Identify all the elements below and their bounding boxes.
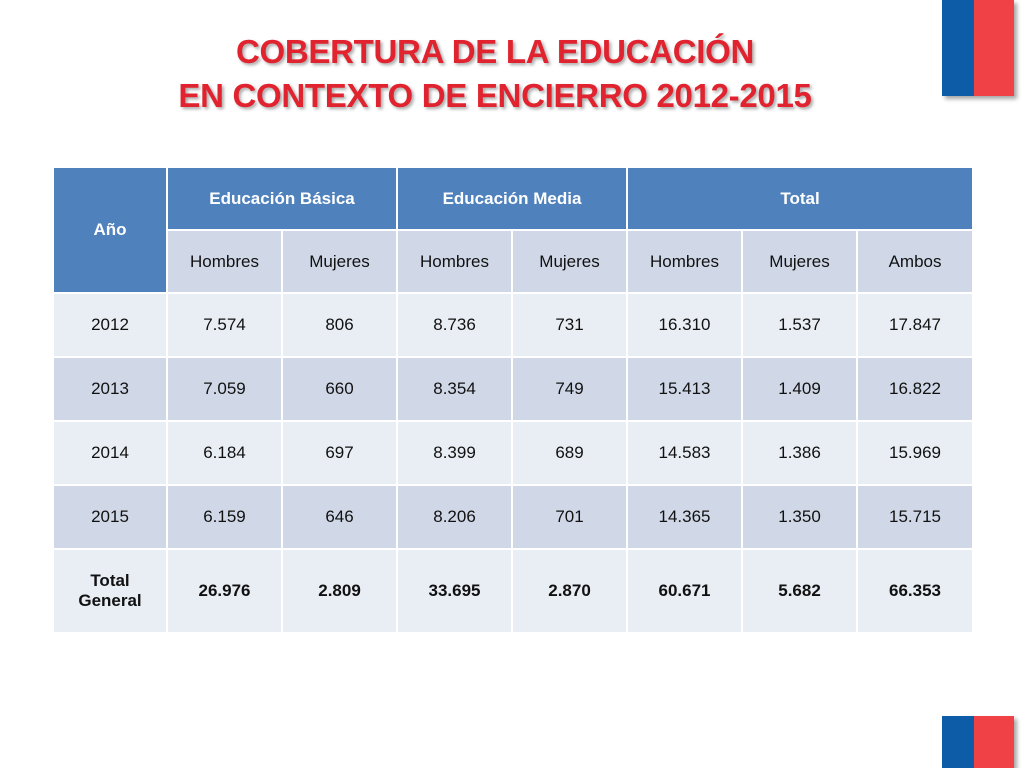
table-cell: 1.537	[742, 293, 857, 357]
table-cell: 749	[512, 357, 627, 421]
table-cell: 646	[282, 485, 397, 549]
total-label	[53, 549, 167, 633]
table-cell: 14.583	[627, 421, 742, 485]
total-cell: 60.671	[627, 549, 742, 633]
total-cell: 33.695	[397, 549, 512, 633]
table-cell: 689	[512, 421, 627, 485]
flag-red-band	[974, 716, 1014, 768]
table-cell: 8.736	[397, 293, 512, 357]
table-cell: 8.354	[397, 357, 512, 421]
table-cell: 15.715	[857, 485, 973, 549]
subheader-media-hombres: Hombres	[397, 230, 512, 293]
total-cell: 66.353	[857, 549, 973, 633]
table-cell: 697	[282, 421, 397, 485]
table-cell: 17.847	[857, 293, 973, 357]
flag-blue-band	[942, 0, 974, 96]
total-cell: 2.809	[282, 549, 397, 633]
table-cell: 16.822	[857, 357, 973, 421]
subheader-total-mujeres: Mujeres	[742, 230, 857, 293]
total-label-line-2: General	[78, 591, 142, 610]
row-year: 2012	[53, 293, 167, 357]
table-cell: 8.399	[397, 421, 512, 485]
table-row	[53, 293, 973, 357]
table-cell: 16.310	[627, 293, 742, 357]
subheader-basica-hombres: Hombres	[167, 230, 282, 293]
table-cell: 1.386	[742, 421, 857, 485]
table-cell: 7.059	[167, 357, 282, 421]
table-cell: 701	[512, 485, 627, 549]
row-year: 2014	[53, 421, 167, 485]
row-year: 2015	[53, 485, 167, 549]
table-cell: 1.350	[742, 485, 857, 549]
total-cell: 5.682	[742, 549, 857, 633]
coverage-table	[52, 166, 974, 634]
chile-flag-stripe-bottom	[942, 716, 1014, 768]
total-cell: 26.976	[167, 549, 282, 633]
table-cell: 6.159	[167, 485, 282, 549]
table-row	[53, 421, 973, 485]
group-header-media: Educación Media	[397, 167, 627, 230]
table-cell: 6.184	[167, 421, 282, 485]
title-line-1: COBERTURA DE LA EDUCACIÓN	[235, 33, 755, 70]
total-cell: 2.870	[512, 549, 627, 633]
table-cell: 806	[282, 293, 397, 357]
table-cell: 731	[512, 293, 627, 357]
table-row	[53, 357, 973, 421]
table-cell: 660	[282, 357, 397, 421]
row-year: 2013	[53, 357, 167, 421]
subheader-total-hombres: Hombres	[627, 230, 742, 293]
year-header: Año	[53, 167, 167, 293]
chile-flag-stripe-top	[942, 0, 1014, 96]
total-row	[53, 549, 973, 633]
table-cell: 1.409	[742, 357, 857, 421]
flag-red-band	[974, 0, 1014, 96]
table-cell: 14.365	[627, 485, 742, 549]
group-header-total: Total	[627, 167, 973, 230]
table-cell: 15.969	[857, 421, 973, 485]
table-row	[53, 485, 973, 549]
flag-blue-band	[942, 716, 974, 768]
subheader-basica-mujeres: Mujeres	[282, 230, 397, 293]
table-cell: 7.574	[167, 293, 282, 357]
subheader-media-mujeres: Mujeres	[512, 230, 627, 293]
total-label-line-1: Total	[90, 571, 130, 590]
group-header-basica: Educación Básica	[167, 167, 397, 230]
page-title	[100, 30, 890, 118]
subheader-total-ambos: Ambos	[857, 230, 973, 293]
table-cell: 8.206	[397, 485, 512, 549]
title-line-2: EN CONTEXTO DE ENCIERRO 2012-2015	[178, 77, 812, 114]
table-cell: 15.413	[627, 357, 742, 421]
